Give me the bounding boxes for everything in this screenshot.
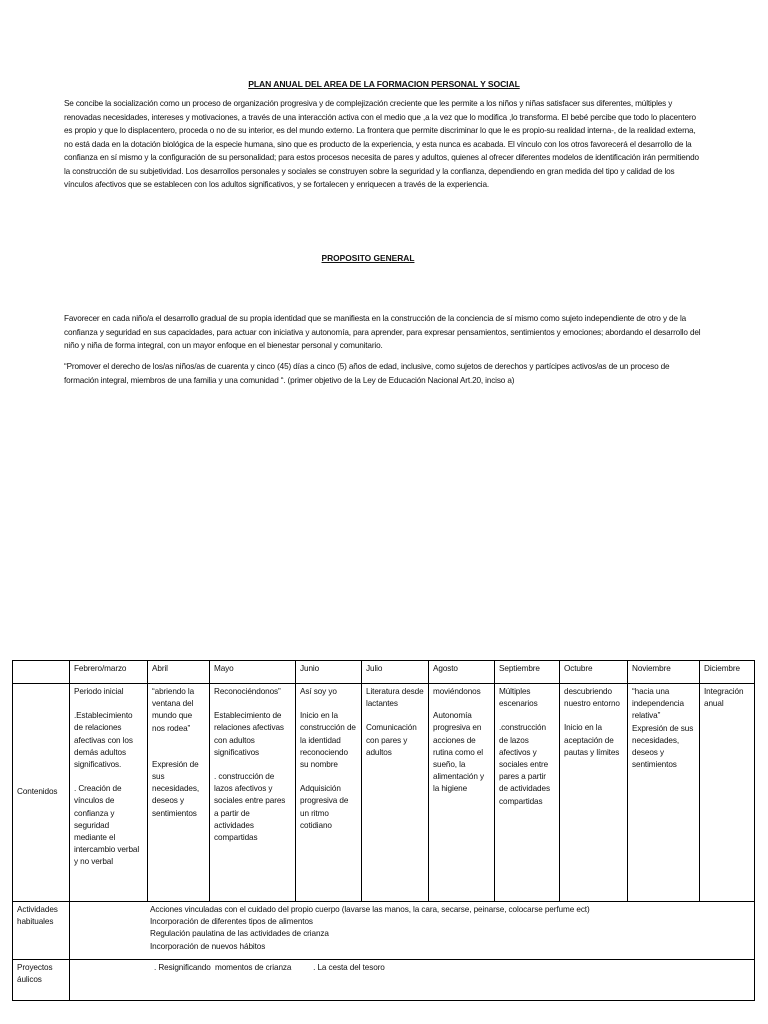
- content-topic: descubriendo nuestro entorno: [564, 687, 620, 709]
- projects-cell: [70, 960, 755, 1001]
- content-item: Expresión de sus necesidades, deseos y sentimientos: [632, 723, 694, 770]
- content-item: Adquisición progresiva de un ritmo cotidiano: [300, 784, 349, 830]
- purpose-paragraph: Favorecer en cada niño/a el desarrollo gradual de su propia identidad que se manifiesta en la construcción de la conciencia de sí mismo como sujeto independiente de otro y de la confianza y seguridad en sus capacidades, para actuar con iniciativa y autonomía, para aprender, para expresar pensamientos, sentimientos y emociones; abordando el desarrollo del niño y niña de forma integral, con un mayor enfoque en el bienestar personal y comunitario.: [64, 314, 701, 350]
- month-header: Junio: [296, 661, 362, 684]
- content-topic: Reconociéndonos”: [214, 687, 281, 696]
- month-header: Agosto: [429, 661, 495, 684]
- habits-label: Actividades habituales: [13, 902, 70, 960]
- project-items: . Resignificando momentos de crianza . La cesta del tesoro: [154, 963, 385, 972]
- content-topic: “hacia una independencia relativa”: [632, 687, 684, 721]
- content-item: Expresión de sus necesidades, deseos y sentimientos: [152, 759, 200, 818]
- content-item: . construcción de lazos afectivos y sociales entre pares a partir de actividades compartidas: [214, 772, 286, 843]
- content-topic: Así soy yo: [300, 687, 337, 696]
- month-header: Diciembre: [700, 661, 755, 684]
- contents-cell-junio: [296, 684, 362, 902]
- month-header: Abril: [148, 661, 210, 684]
- habits-row: [13, 902, 755, 960]
- months-header-row: [13, 661, 755, 684]
- header-empty-cell: [13, 661, 70, 684]
- contents-cell-julio: [362, 684, 429, 902]
- month-header: Julio: [362, 661, 429, 684]
- contents-cell-agosto: [429, 684, 495, 902]
- contents-cell-diciembre: [700, 684, 755, 902]
- habits-cell: [70, 902, 755, 960]
- content-topic: moviéndonos: [433, 687, 481, 696]
- content-topic: Literatura desde lactantes: [366, 687, 424, 709]
- projects-row: [13, 960, 755, 1001]
- contents-row: [13, 684, 755, 902]
- content-item: Establecimiento de relaciones afectivas con adultos significativos: [214, 711, 284, 757]
- habit-item: Regulación paulatina de las actividades de crianza: [150, 929, 329, 939]
- content-item: .construcción de lazos afectivos y sociales entre pares a partir de actividades compartidas: [499, 723, 550, 806]
- content-item: Comunicación con pares y adultos: [366, 723, 417, 757]
- month-header: Noviembre: [628, 661, 700, 684]
- habit-item: Acciones vinculadas con el cuidado del propio cuerpo (lavarse las manos, la cara, secarse, peinarse, colocarse perfume ect): [150, 905, 590, 914]
- content-item: Inicio en la aceptación de pautas y límites: [564, 723, 620, 757]
- content-topic: Múltiples escenarios: [499, 687, 538, 709]
- content-item: . Creación de vínculos de confianza y seguridad mediante el intercambio verbal y no verbal: [74, 784, 140, 867]
- law-quote-paragraph: “Promover el derecho de los/as niños/as de cuarenta y cinco (45) días a cinco (5) años de edad, inclusive, como sujetos de derechos y partícipes activos/as de un proceso de formación integral, miembros de una familia y una comunidad “. (primer objetivo de la Ley de Educación Nacional Art.20, inciso a): [64, 362, 670, 385]
- annual-plan-table: [12, 660, 755, 1001]
- intro-paragraph: Se concibe la socialización como un proceso de organización progresiva y de complejización creciente que les permite a los niños y niñas satisfacer sus diferentes, múltiples y renovadas necesidades, intereses y motivaciones, a través de una interacción activa con el medio que ,a la vez que lo modifica ,lo transforma. El bebé percibe que todo lo placentero es propio y que lo displacentero, proceda o no de su interior, es del mundo externo. La frontera que permite discriminar lo que le es propio-su realidad interna-, de la realidad externa, no está dada en la dotación biológica de la especie humana, sino que es producto de la experiencia, y esta nunca es acabada. El vínculo con los otros favorecerá el desarrollo de la confianza en sí mismo y la configuración de su personalidad; para estos procesos necesita de pares y adultos, quienes al ofrecer diferentes modelos de identificación irán permitiendo la construcción de su subjetividad. Los desarrollos personales y sociales se construyen sobre la seguridad y la confianza, dependiendo en gran medida del tipo y calidad de los vínculos afectivos que se establecen con los adultos significativos, y se fortalecen y enriquecen a través de la experiencia.: [64, 99, 699, 189]
- projects-label: Proyectos áulicos: [13, 960, 70, 1001]
- content-topic: Integración anual: [704, 687, 744, 709]
- month-header: Mayo: [210, 661, 296, 684]
- content-item: Autonomía progresiva en acciones de rutina como el sueño, la alimentación y la higiene: [433, 711, 484, 794]
- contents-cell-octubre: [560, 684, 628, 902]
- page-title: PLAN ANUAL DEL AREA DE LA FORMACION PERSONAL Y SOCIAL: [248, 79, 520, 89]
- month-header: Febrero/marzo: [70, 661, 148, 684]
- contents-cell-abril: [148, 684, 210, 902]
- habit-item: Incorporación de diferentes tipos de alimentos: [150, 917, 313, 927]
- contents-cell-noviembre: [628, 684, 700, 902]
- content-item: .Establecimiento de relaciones afectivas con los demás adultos significativos.: [74, 711, 133, 770]
- contents-cell-febrero: [70, 684, 148, 902]
- purpose-title: PROPOSITO GENERAL: [321, 253, 415, 263]
- content-topic: “abriendo la ventana del mundo que nos rodea”: [152, 687, 195, 733]
- month-header: Septiembre: [495, 661, 560, 684]
- contents-cell-mayo: [210, 684, 296, 902]
- contents-label: Contenidos: [13, 684, 70, 902]
- content-topic: Periodo inicial: [74, 687, 124, 696]
- content-item: Inicio en la construcción de la identidad reconociendo su nombre: [300, 711, 356, 770]
- contents-cell-septiembre: [495, 684, 560, 902]
- habit-item: Incorporación de nuevos hábitos: [150, 941, 266, 951]
- month-header: Octubre: [560, 661, 628, 684]
